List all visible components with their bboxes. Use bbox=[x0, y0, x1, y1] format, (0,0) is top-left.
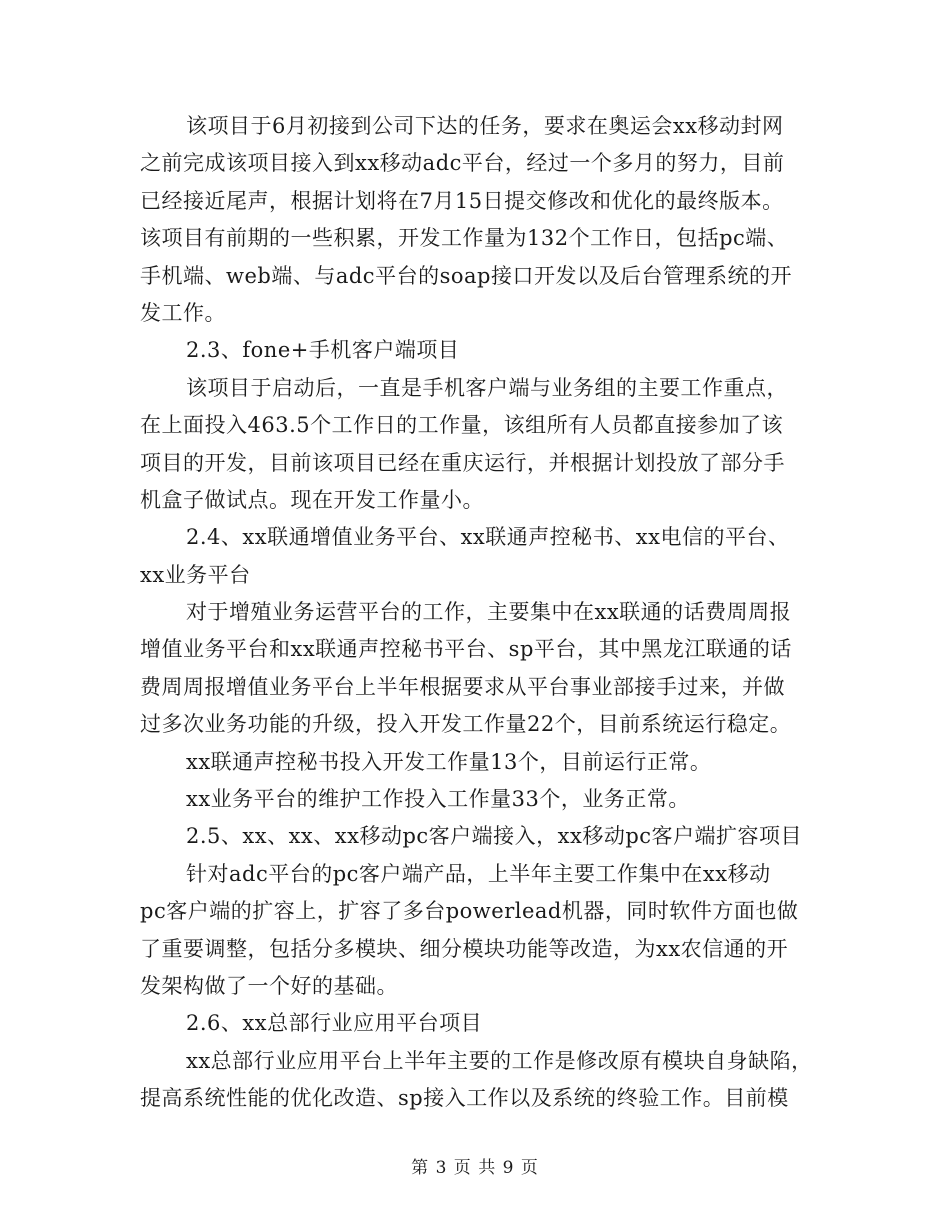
text-line: 了重要调整，包括分多模块、细分模块功能等改造，为xx农信通的开 bbox=[140, 936, 789, 961]
text-line: xx业务平台 bbox=[140, 562, 251, 587]
text-line: 该项目于6月初接到公司下达的任务，要求在奥运会xx移动封网 bbox=[186, 114, 784, 138]
text-line: 手机端、web端、与adc平台的soap接口开发以及后台管理系统的开 bbox=[140, 263, 792, 288]
text-line: 该项目于启动后，一直是手机客户端与业务组的主要工作重点， bbox=[186, 375, 788, 400]
text-line: xx总部行业应用平台上半年主要的工作是修改原有模块自身缺陷， bbox=[186, 1048, 813, 1073]
text-line: xx业务平台的维护工作投入工作量33个，业务正常。 bbox=[186, 787, 690, 812]
document-body bbox=[140, 108, 813, 1118]
text-line: 过多次业务功能的升级，投入开发工作量22个，目前系统运行稳定。 bbox=[140, 712, 792, 737]
text-line: 发工作。 bbox=[140, 300, 226, 325]
text-line: 发架构做了一个好的基础。 bbox=[140, 973, 398, 998]
text-line: 提高系统性能的优化改造、sp接入工作以及系统的终验工作。目前模 bbox=[140, 1086, 789, 1111]
text-line: 费周周报增值业务平台上半年根据要求从平台事业部接手过来，并做 bbox=[140, 674, 785, 699]
text-line: 对于增殖业务运营平台的工作，主要集中在xx联通的话费周周报 bbox=[186, 600, 792, 625]
text-line: 针对adc平台的pc客户端产品，上半年主要工作集中在xx移动 bbox=[186, 861, 771, 886]
text-line: 机盒子做试点。现在开发工作量小。 bbox=[140, 487, 484, 512]
text-line: 2.5、xx、xx、xx移动pc客户端接入，xx移动pc客户端扩容项目 bbox=[186, 824, 803, 849]
text-line: 该项目有前期的一些积累，开发工作量为132个工作日，包括pc端、 bbox=[140, 226, 789, 251]
text-line: 之前完成该项目接入到xx移动adc平台，经过一个多月的努力，目前 bbox=[140, 151, 785, 176]
text-line: 在上面投入463.5个工作日的工作量，该组所有人员都直接参加了该 bbox=[140, 413, 784, 438]
text-line: xx联通声控秘书投入开发工作量13个，目前运行正常。 bbox=[186, 749, 712, 774]
text-line: 已经接近尾声，根据计划将在7月15日提交修改和优化的最终版本。 bbox=[140, 188, 784, 213]
text-line: pc客户端的扩容上，扩容了多台powerlead机器，同时软件方面也做 bbox=[140, 899, 799, 924]
text-line: 2.3、fone+手机客户端项目 bbox=[186, 338, 460, 363]
page-footer: 第 3 页 共 9 页 bbox=[411, 1158, 539, 1178]
text-line: 2.4、xx联通增值业务平台、xx联通声控秘书、xx电信的平台、 bbox=[186, 525, 790, 550]
text-line: 增值业务平台和xx联通声控秘书平台、sp平台，其中黑龙江联通的话 bbox=[140, 637, 792, 662]
text-line: 2.6、xx总部行业应用平台项目 bbox=[186, 1011, 483, 1036]
text-line: 项目的开发，目前该项目已经在重庆运行，并根据计划投放了部分手 bbox=[140, 450, 785, 475]
